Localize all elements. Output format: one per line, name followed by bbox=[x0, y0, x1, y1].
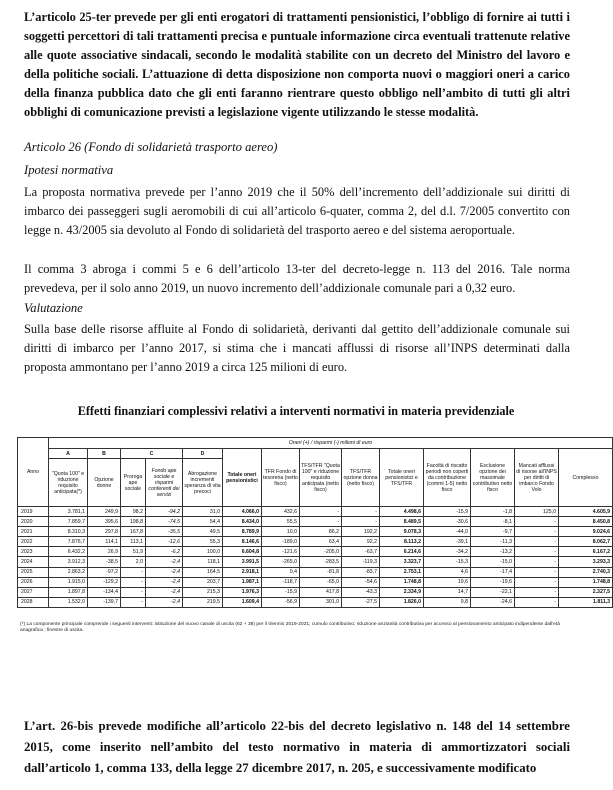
value-cell: -15,3 bbox=[424, 557, 471, 567]
value-cell: 3.293,3 bbox=[559, 557, 613, 567]
value-cell: 8.789,9 bbox=[223, 527, 262, 537]
col-letter-a: A bbox=[49, 449, 88, 459]
value-cell: -11,3 bbox=[471, 537, 515, 547]
value-cell: 4.498,6 bbox=[380, 507, 424, 517]
value-cell: - bbox=[121, 567, 146, 577]
value-cell: -17,4 bbox=[471, 567, 515, 577]
col-header-riscatto: Facoltà di riscatto periodi non coperti da contribuzione (commi 1-5) netto fisco bbox=[424, 449, 471, 507]
col-header-quota100: "Quota 100" e riduzione requisito anticipata(*) bbox=[49, 459, 88, 507]
value-cell: 6.604,8 bbox=[223, 547, 262, 557]
table-body bbox=[18, 507, 613, 608]
col-header-fondo-ape: Fondo ape sociale e risparmi conferenti dei servizi bbox=[146, 459, 183, 507]
value-cell: 55,5 bbox=[262, 517, 300, 527]
value-cell: -12,6 bbox=[146, 537, 183, 547]
table-row bbox=[18, 577, 613, 587]
year-cell: 2021 bbox=[18, 527, 49, 537]
value-cell: -81,8 bbox=[300, 567, 342, 577]
value-cell: 395,6 bbox=[88, 517, 121, 527]
value-cell: 6.167,2 bbox=[559, 547, 613, 557]
value-cell: -118,7 bbox=[262, 577, 300, 587]
value-cell: 1.897,8 bbox=[49, 587, 88, 597]
value-cell: 26,9 bbox=[88, 547, 121, 557]
value-cell: -94,2 bbox=[146, 507, 183, 517]
value-cell: 301,0 bbox=[300, 597, 342, 607]
value-cell: - bbox=[342, 517, 380, 527]
value-cell: - bbox=[121, 597, 146, 607]
value-cell: -74,5 bbox=[146, 517, 183, 527]
value-cell: -2,4 bbox=[146, 577, 183, 587]
value-cell: -34,2 bbox=[424, 547, 471, 557]
ipotesi-normativa-heading: Ipotesi normativa bbox=[24, 163, 114, 177]
value-cell: -83,7 bbox=[342, 567, 380, 577]
value-cell: 2.740,3 bbox=[559, 567, 613, 577]
value-cell: -19,6 bbox=[471, 577, 515, 587]
table-row bbox=[18, 567, 613, 577]
value-cell: 9.024,6 bbox=[559, 527, 613, 537]
value-cell: - bbox=[121, 587, 146, 597]
value-cell: 167,8 bbox=[121, 527, 146, 537]
value-cell: 98,2 bbox=[121, 507, 146, 517]
value-cell: 19,6 bbox=[424, 577, 471, 587]
value-cell: 2.753,1 bbox=[380, 567, 424, 577]
article-26-heading: Articolo 26 (Fondo di solidarietà trasporto aereo) bbox=[24, 140, 278, 154]
value-cell: - bbox=[515, 527, 559, 537]
value-cell: 432,6 bbox=[262, 507, 300, 517]
value-cell: 113,1 bbox=[121, 537, 146, 547]
value-cell: 297,8 bbox=[88, 527, 121, 537]
value-cell: -65,0 bbox=[300, 577, 342, 587]
article-26bis-paragraph: L’art. 26-bis prevede modifiche all’articolo 22-bis del decreto legislativo n. 148 del 14 settembre 2015, come inserito nell’ambito del testo normativo in materia di ammortizzatori sociali dall’articolo 1, comma 133, della legge 27 dicembre 2017, n. 205, e successivamente modificato bbox=[24, 719, 570, 775]
year-cell: 2019 bbox=[18, 507, 49, 517]
value-cell: 118,1 bbox=[183, 557, 223, 567]
col-header-tfr-fondo: TFR Fondo di tesoreria (netto fisco) bbox=[262, 449, 300, 507]
value-cell: 6.214,6 bbox=[380, 547, 424, 557]
anno-header: Anno bbox=[18, 438, 49, 507]
value-cell: 8.434,0 bbox=[223, 517, 262, 527]
col-header-mancati-afflussi: Mancati afflussi di risorse all'INPS per diritti di imbarco Fondo Volo bbox=[515, 449, 559, 507]
value-cell: -2,4 bbox=[146, 567, 183, 577]
year-cell: 2022 bbox=[18, 537, 49, 547]
table-row bbox=[18, 557, 613, 567]
value-cell: -13,2 bbox=[471, 547, 515, 557]
value-cell: 2,0 bbox=[121, 557, 146, 567]
value-cell: 55,3 bbox=[183, 537, 223, 547]
value-cell: 249,9 bbox=[88, 507, 121, 517]
value-cell: 100,0 bbox=[183, 547, 223, 557]
value-cell: -2,4 bbox=[146, 557, 183, 567]
value-cell: -15,9 bbox=[262, 587, 300, 597]
article-25ter-paragraph: L’articolo 25-ter prevede per gli enti erogatori di trattamenti pensionistici, l’obbligo di fornire ai tutti i soggetti percettori di tali trattamenti precisa e puntuale informazione circa eventuali trattenute relative alle quote associative sindacali, secondo le modalità stabilite con un decreto del Ministro del lavoro e della politiche sociali. L’attuazione di detta disposizione non comporta nuovi o maggiori oneri a carico della finanza pubblica dato che gli enti faranno rientrare questo obbligo nell’ambito di tutti gli altri obblighi di comunicazione previsti a legislazione vigente utilizzando le stesse modalità. bbox=[24, 10, 570, 119]
table-title: Effetti finanziari complessivi relativi a interventi normativi in materia previdenziale bbox=[77, 404, 515, 418]
col-header-tfs-opzione-donna: TFS/TFR opzione donna (netto fisco) bbox=[342, 449, 380, 507]
value-cell: - bbox=[515, 547, 559, 557]
value-cell: -2,4 bbox=[146, 597, 183, 607]
value-cell: -121,6 bbox=[262, 547, 300, 557]
col-header-complesso: Complesso bbox=[559, 449, 613, 507]
value-cell: 3.781,1 bbox=[49, 507, 88, 517]
value-cell: -15,9 bbox=[424, 507, 471, 517]
financial-effects-table bbox=[17, 437, 613, 608]
value-cell: - bbox=[300, 517, 342, 527]
table-row bbox=[18, 547, 613, 557]
value-cell: 3.912,3 bbox=[49, 557, 88, 567]
col-header-totale-tfs: Totale oneri pensionistici e TFS/TFR bbox=[380, 449, 424, 507]
value-cell: 4.066,0 bbox=[223, 507, 262, 517]
value-cell: 6.432,2 bbox=[49, 547, 88, 557]
value-cell: 8.310,3 bbox=[49, 527, 88, 537]
oneri-super-header: Oneri (+) / risparmi (-) milioni di euro bbox=[49, 438, 613, 449]
value-cell: 1.748,8 bbox=[380, 577, 424, 587]
value-cell: 7.876,7 bbox=[49, 537, 88, 547]
value-cell: -30,6 bbox=[424, 517, 471, 527]
value-cell: 8.489,5 bbox=[380, 517, 424, 527]
value-cell: 86,2 bbox=[300, 527, 342, 537]
value-cell: 164,5 bbox=[183, 567, 223, 577]
value-cell: 8.146,6 bbox=[223, 537, 262, 547]
table-row bbox=[18, 597, 613, 607]
value-cell: -97,2 bbox=[88, 567, 121, 577]
value-cell: -24,6 bbox=[471, 597, 515, 607]
value-cell: -265,0 bbox=[262, 557, 300, 567]
value-cell: 219,5 bbox=[183, 597, 223, 607]
financial-effects-table-wrap bbox=[17, 437, 611, 621]
year-cell: 2026 bbox=[18, 577, 49, 587]
value-cell: -27,5 bbox=[342, 597, 380, 607]
value-cell: 9.078,3 bbox=[380, 527, 424, 537]
table-row bbox=[18, 587, 613, 597]
value-cell: -56,9 bbox=[262, 597, 300, 607]
value-cell: 9,8 bbox=[424, 597, 471, 607]
value-cell: -134,4 bbox=[88, 587, 121, 597]
value-cell: 1.826,0 bbox=[380, 597, 424, 607]
value-cell: -205,0 bbox=[300, 547, 342, 557]
col-header-opzione-donne: Opzione donne bbox=[88, 459, 121, 507]
value-cell: -9,7 bbox=[471, 527, 515, 537]
col-header-esclusione: Esclusione opzione dei massimale contributivo netto fisco bbox=[471, 449, 515, 507]
value-cell: 1.987,1 bbox=[223, 577, 262, 587]
year-cell: 2027 bbox=[18, 587, 49, 597]
value-cell: 8.450,8 bbox=[559, 517, 613, 527]
col-header-proroga-ape: Proroga ape sociale bbox=[121, 459, 146, 507]
value-cell: -39,1 bbox=[424, 537, 471, 547]
year-cell: 2020 bbox=[18, 517, 49, 527]
value-cell: 125,0 bbox=[515, 507, 559, 517]
value-cell: -35,5 bbox=[146, 527, 183, 537]
value-cell: 31,0 bbox=[183, 507, 223, 517]
value-cell: 2.918,1 bbox=[223, 567, 262, 577]
value-cell: -2,4 bbox=[146, 587, 183, 597]
value-cell: -22,1 bbox=[471, 587, 515, 597]
col-letter-c: C bbox=[121, 449, 183, 459]
year-cell: 2028 bbox=[18, 597, 49, 607]
value-cell: 8.062,7 bbox=[559, 537, 613, 547]
value-cell: 215,3 bbox=[183, 587, 223, 597]
value-cell: 63,4 bbox=[300, 537, 342, 547]
value-cell: 3.991,5 bbox=[223, 557, 262, 567]
value-cell: - bbox=[515, 537, 559, 547]
value-cell: -54,6 bbox=[342, 577, 380, 587]
value-cell: - bbox=[342, 507, 380, 517]
value-cell: 2.334,9 bbox=[380, 587, 424, 597]
col-header-tfs-quota100: TFS/TFR "Quota 100" e riduzione requisito anticipata (netto fisco) bbox=[300, 449, 342, 507]
value-cell: - bbox=[515, 517, 559, 527]
value-cell: 8.113,2 bbox=[380, 537, 424, 547]
value-cell: -44,0 bbox=[424, 527, 471, 537]
value-cell: 198,8 bbox=[121, 517, 146, 527]
value-cell: - bbox=[515, 567, 559, 577]
value-cell: -43,3 bbox=[342, 587, 380, 597]
value-cell: -119,3 bbox=[342, 557, 380, 567]
value-cell: 1.748,8 bbox=[559, 577, 613, 587]
value-cell: 3.323,7 bbox=[380, 557, 424, 567]
year-cell: 2023 bbox=[18, 547, 49, 557]
ipotesi-paragraph: La proposta normativa prevede per l’anno 2019 che il 50% dell’incremento dell’addizionale sui diritti di imbarco dei passeggeri sugli aeromobili di cui all’articolo 6-quater, comma 2, del d.l. 7/2005 convertito con legge n. 43/2005 sia devoluto al Fondo di solidarietà del trasporto aereo e del sistema aeroportuale. bbox=[24, 185, 570, 237]
table-row bbox=[18, 527, 613, 537]
value-cell: 417,8 bbox=[300, 587, 342, 597]
value-cell: -283,5 bbox=[300, 557, 342, 567]
value-cell: 4,6 bbox=[424, 567, 471, 577]
value-cell: -15,0 bbox=[471, 557, 515, 567]
value-cell: -189,0 bbox=[262, 537, 300, 547]
year-cell: 2025 bbox=[18, 567, 49, 577]
col-letter-b: B bbox=[88, 449, 121, 459]
value-cell: - bbox=[515, 557, 559, 567]
value-cell: -129,2 bbox=[88, 577, 121, 587]
value-cell: 1.532,0 bbox=[49, 597, 88, 607]
value-cell: -139,7 bbox=[88, 597, 121, 607]
value-cell: -1,8 bbox=[471, 507, 515, 517]
table-row bbox=[18, 537, 613, 547]
value-cell: -38,5 bbox=[88, 557, 121, 567]
value-cell: - bbox=[515, 587, 559, 597]
value-cell: 0,4 bbox=[262, 567, 300, 577]
value-cell: 4.605,9 bbox=[559, 507, 613, 517]
col-letter-d: D bbox=[183, 449, 223, 459]
value-cell: - bbox=[121, 577, 146, 587]
value-cell: 2.327,5 bbox=[559, 587, 613, 597]
table-row bbox=[18, 517, 613, 527]
value-cell: 192,2 bbox=[342, 527, 380, 537]
value-cell: 1.811,3 bbox=[559, 597, 613, 607]
comma3-paragraph: Il comma 3 abroga i commi 5 e 6 dell’articolo 13-ter del decreto-legge n. 113 del 2016. Tale norma prevedeva, per il solo anno 2019, un nuovo incremento dell’addizionale comunale pari a 0,32 euro. bbox=[24, 262, 570, 295]
value-cell: 2.863,2 bbox=[49, 567, 88, 577]
value-cell: 1.976,3 bbox=[223, 587, 262, 597]
value-cell: -8,1 bbox=[471, 517, 515, 527]
value-cell: -6,2 bbox=[146, 547, 183, 557]
col-header-abrogazione: Abrogazione incrementi speranza di vita precoci bbox=[183, 459, 223, 507]
value-cell: 14,7 bbox=[424, 587, 471, 597]
valutazione-paragraph: Sulla base delle risorse affluite al Fondo di solidarietà, derivanti dal gettito dell’addizionale comunale sui diritti di imbarco per l’anno 2017, si stima che i mancati afflussi di risorse all’INPS determinati dalla proposta ammontano per l’anno 2019 a circa 125 milioni di euro. bbox=[24, 322, 570, 374]
value-cell: 1.609,4 bbox=[223, 597, 262, 607]
valutazione-heading: Valutazione bbox=[24, 301, 83, 315]
value-cell: - bbox=[515, 597, 559, 607]
value-cell: - bbox=[515, 577, 559, 587]
table-footnote: (*) La componente principale comprende i seguenti interventi: istituzione del nuovo canale di uscita (62 + 38) per il triennio 2019-2021; cumulo contributivo; riduzione anzianità contributiva per accesso al pensionamento anticipato indipendente dall'età anagrafica ; finestre di uscita. bbox=[20, 622, 560, 633]
value-cell: 10,0 bbox=[262, 527, 300, 537]
table-row bbox=[18, 507, 613, 517]
value-cell: 92,2 bbox=[342, 537, 380, 547]
value-cell: 7.859,7 bbox=[49, 517, 88, 527]
col-header-totale-oneri: Totale oneri pensionistici bbox=[223, 449, 262, 507]
value-cell: 203,7 bbox=[183, 577, 223, 587]
value-cell: 114,1 bbox=[88, 537, 121, 547]
value-cell: -63,7 bbox=[342, 547, 380, 557]
value-cell: 54,4 bbox=[183, 517, 223, 527]
value-cell: 49,5 bbox=[183, 527, 223, 537]
value-cell: 1.915,0 bbox=[49, 577, 88, 587]
value-cell: 51,9 bbox=[121, 547, 146, 557]
year-cell: 2024 bbox=[18, 557, 49, 567]
value-cell: - bbox=[300, 507, 342, 517]
